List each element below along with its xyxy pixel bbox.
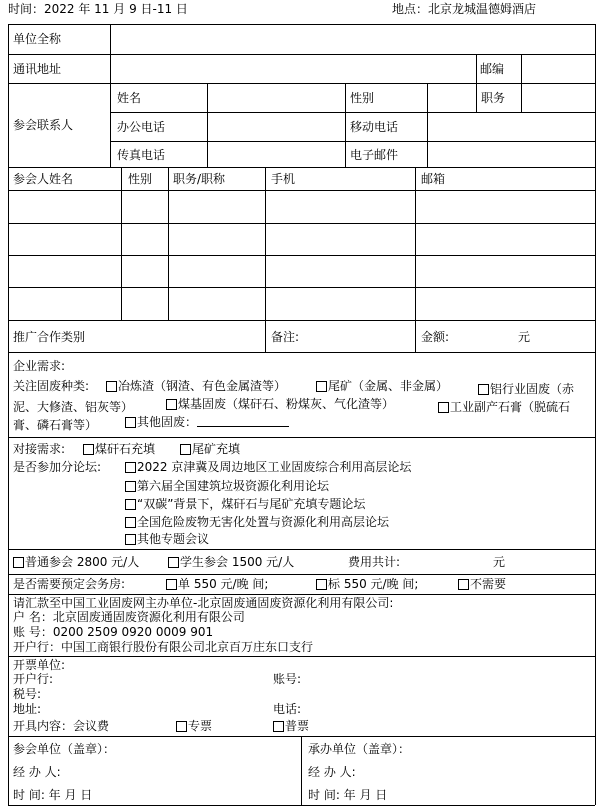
mobile-label: 移动电话 — [350, 120, 399, 134]
col-line — [427, 83, 428, 167]
checkbox-icon[interactable] — [458, 579, 469, 590]
promo-amount-label: 金额: — [421, 330, 450, 344]
invoice-phone-label: 电话: — [273, 702, 302, 716]
invoice-account-label: 账号: — [273, 672, 302, 686]
row-line — [110, 112, 595, 113]
attendee-email-header: 邮箱 — [421, 172, 446, 186]
concern-option-tailings[interactable]: 尾矿（金属、非金属） — [316, 380, 448, 392]
checkbox-icon[interactable] — [13, 557, 24, 568]
row-line — [8, 223, 595, 224]
fee-normal-option[interactable]: 普通参会 2800 元/人 — [13, 556, 139, 568]
table-border — [8, 24, 9, 805]
row-line — [8, 167, 595, 168]
enterprise-demand-label: 企业需求: — [13, 359, 66, 373]
col-line — [476, 54, 477, 83]
postcode-label: 邮编 — [480, 62, 505, 76]
row-line — [8, 255, 595, 256]
checkbox-icon[interactable] — [83, 444, 94, 455]
checkbox-icon[interactable] — [125, 462, 136, 473]
row-line — [8, 352, 595, 353]
attendee-date-label: 时 间: 年 月 日 — [13, 788, 93, 802]
checkbox-icon[interactable] — [125, 499, 136, 510]
contact-gender-label: 性别 — [350, 91, 375, 105]
hotel-standard-option[interactable]: 标 550 元/晚 间; — [316, 578, 418, 590]
meeting-time: 时间：2022 年 11 月 9 日-11 日 — [8, 2, 188, 16]
col-line — [110, 24, 111, 167]
organizer-handler-label: 经 办 人: — [308, 765, 356, 779]
unit-address-label: 通讯地址 — [13, 62, 62, 76]
row-line — [8, 549, 595, 550]
fee-student-option[interactable]: 学生参会 1500 元/人 — [168, 556, 294, 568]
row-line — [8, 320, 595, 321]
unit-name-label: 单位全称 — [13, 32, 62, 46]
attendee-title-header: 职务/职称 — [173, 172, 226, 186]
docking-label: 对接需求: — [13, 442, 66, 456]
invoice-general-option[interactable]: 普票 — [273, 720, 309, 732]
col-line — [521, 83, 522, 112]
meeting-location: 地点：北京龙城温德姆酒店 — [392, 2, 537, 16]
checkbox-icon[interactable] — [438, 402, 449, 413]
row-line — [8, 594, 595, 595]
docking-option-tailings[interactable]: 尾矿充填 — [180, 443, 240, 455]
email-label: 电子邮件 — [350, 148, 399, 162]
row-line — [8, 54, 595, 55]
concern-option-coal[interactable]: 煤基固废（煤矸石、粉煤灰、气化渣等） — [166, 398, 394, 410]
attendee-gender-header: 性别 — [128, 172, 153, 186]
remit-account-name: 户 名：北京固废通固废资源化利用有限公司 — [13, 610, 245, 624]
invoice-special-option[interactable]: 专票 — [176, 720, 212, 732]
promo-amount-unit: 元 — [518, 330, 531, 344]
row-line — [8, 574, 595, 575]
attendee-handler-label: 经 办 人: — [13, 765, 61, 779]
invoice-content-label: 开具内容：会议费 — [13, 719, 110, 733]
concern-option-other[interactable]: 其他固废： — [125, 416, 289, 428]
checkbox-icon[interactable] — [316, 579, 327, 590]
col-line — [207, 83, 208, 167]
fee-total-label: 费用共计: — [348, 555, 401, 569]
col-line — [265, 167, 266, 352]
organizer-date-label: 时 间: 年 月 日 — [308, 788, 388, 802]
col-line — [121, 167, 122, 320]
checkbox-icon[interactable] — [125, 417, 136, 428]
other-fill-line[interactable] — [197, 416, 289, 427]
forum-option-construction[interactable]: 第六届全国建筑垃圾资源化利用论坛 — [125, 480, 329, 492]
promo-remark-label: 备注: — [271, 330, 300, 344]
table-border — [595, 24, 596, 805]
checkbox-icon[interactable] — [478, 384, 489, 395]
checkbox-icon[interactable] — [168, 557, 179, 568]
row-line — [8, 287, 595, 288]
concern-option-slag[interactable]: 冶炼渣（钢渣、有色金属渣等） — [106, 380, 286, 392]
forum-option-hazardous[interactable]: 全国危险废物无害化处置与资源化利用高层论坛 — [125, 516, 389, 528]
col-line — [476, 83, 477, 112]
forum-label: 是否参加分论坛: — [13, 460, 102, 474]
remit-intro: 请汇款至中国工业固废网主办单位-北京固废通固废资源化利用有限公司: — [13, 596, 394, 610]
attendee-unit-stamp-label: 参会单位（盖章）： — [13, 742, 116, 756]
remit-bank: 开户行：中国工商银行股份有限公司北京百万庄东口支行 — [13, 640, 314, 654]
row-line — [8, 190, 595, 191]
row-line — [8, 656, 595, 657]
promo-type-label: 推广合作类别 — [13, 330, 86, 344]
forum-option-jingjinji[interactable]: 2022 京津冀及周边地区工业固废综合利用高层论坛 — [125, 461, 411, 473]
table-border — [8, 805, 595, 806]
hotel-label: 是否需要预定会务房: — [13, 577, 126, 591]
contact-name-label: 姓名 — [117, 91, 142, 105]
col-line — [168, 167, 169, 320]
table-border — [8, 24, 595, 25]
col-line — [415, 167, 416, 352]
invoice-address-label: 地址: — [13, 702, 42, 716]
checkbox-icon[interactable] — [176, 721, 187, 732]
checkbox-icon[interactable] — [166, 579, 177, 590]
invoice-unit-label: 开票单位: — [13, 658, 66, 672]
invoice-tax-label: 税号: — [13, 687, 42, 701]
contact-section-label: 参会联系人 — [13, 118, 74, 132]
attendee-name-header: 参会人姓名 — [13, 172, 74, 186]
organizer-unit-stamp-label: 承办单位（盖章）： — [308, 742, 411, 756]
checkbox-icon[interactable] — [273, 721, 284, 732]
concern-option-gypsum[interactable]: 工业副产石膏（脱硫石膏、磷石膏等） — [13, 400, 571, 432]
invoice-bank-label: 开户行: — [13, 672, 54, 686]
hotel-single-option[interactable]: 单 550 元/晚 间; — [166, 578, 268, 590]
docking-option-coal[interactable]: 煤矸石充填 — [83, 443, 155, 455]
concern-option-aluminum[interactable]: 铝行业固废（赤泥、大修渣、铝灰等） — [13, 382, 575, 414]
row-line — [8, 437, 595, 438]
contact-post-label: 职务 — [481, 91, 506, 105]
fee-total-unit: 元 — [493, 555, 506, 569]
checkbox-icon[interactable] — [125, 534, 136, 545]
checkbox-icon[interactable] — [125, 517, 136, 528]
row-line — [8, 83, 595, 84]
forum-option-other[interactable]: 其他专题会议 — [125, 533, 209, 545]
concern-label: 关注固废种类: — [13, 379, 90, 393]
hotel-none-option[interactable]: 不需要 — [458, 578, 506, 590]
fax-label: 传真电话 — [117, 148, 166, 162]
attendee-mobile-header: 手机 — [271, 172, 296, 186]
forum-option-dual-carbon[interactable]: “双碳”背景下，煤矸石与尾矿充填专题论坛 — [125, 498, 365, 510]
col-line — [301, 736, 302, 805]
remit-account-number: 账 号：0200 2509 0920 0009 901 — [13, 625, 214, 639]
row-line — [110, 141, 595, 142]
office-phone-label: 办公电话 — [117, 120, 166, 134]
checkbox-icon[interactable] — [125, 481, 136, 492]
col-line — [521, 54, 522, 83]
col-line — [345, 83, 346, 167]
checkbox-icon[interactable] — [180, 444, 191, 455]
